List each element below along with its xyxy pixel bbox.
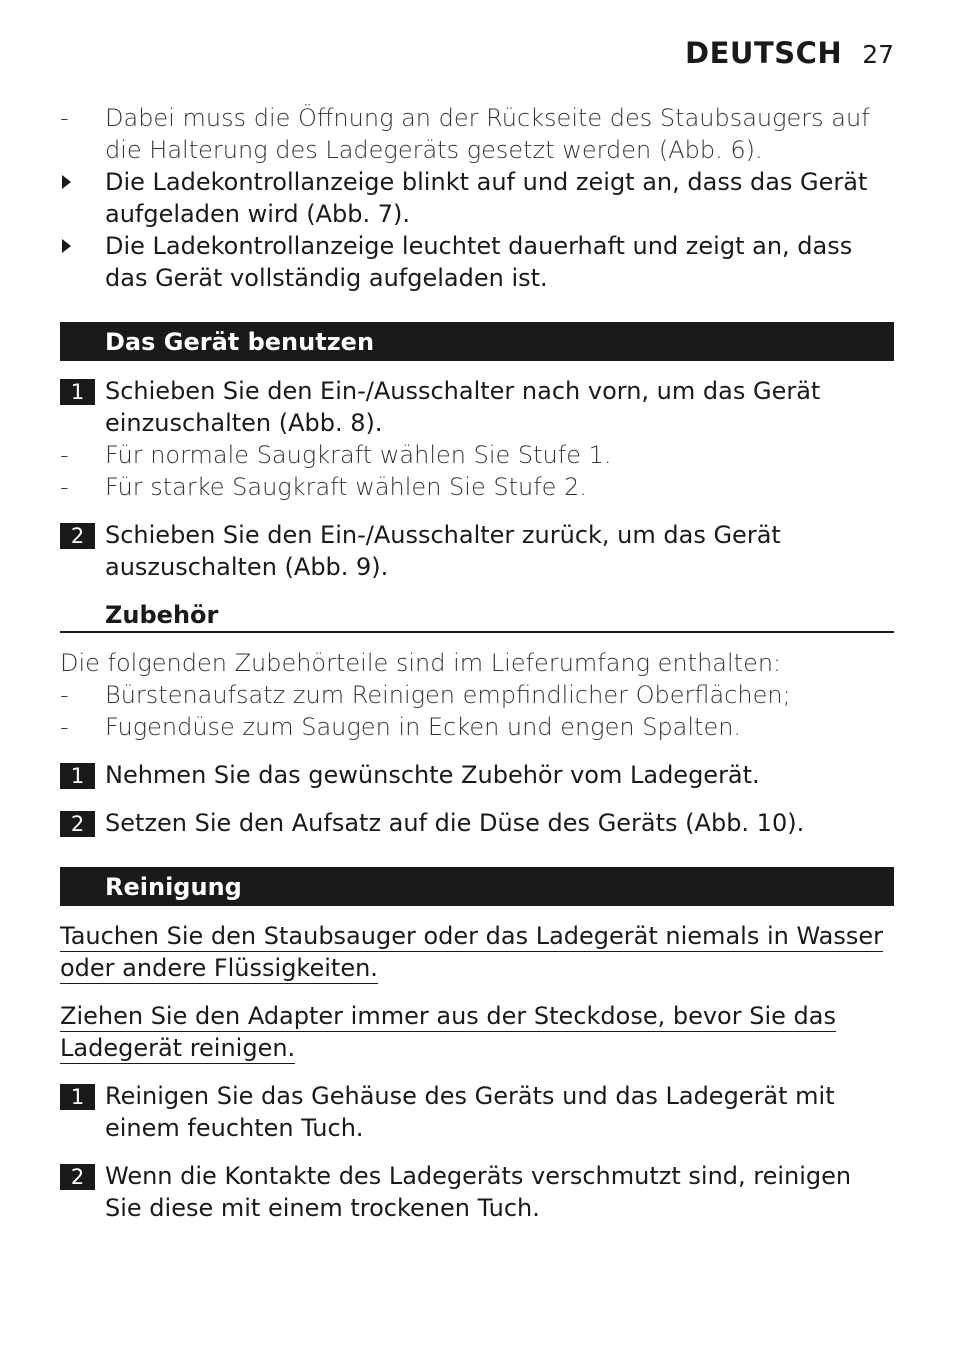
step-number: 2	[60, 1164, 95, 1190]
arrow-bullet-icon	[62, 175, 71, 189]
list-item-text: Die Ladekontrollanzeige leuchtet dauerhaft und zeigt an, dass das Gerät vollständig aufgeladen ist.	[105, 232, 853, 292]
section-heading-accessories: Zubehör	[60, 599, 894, 633]
list-item	[60, 711, 894, 743]
dash-marker: -	[60, 681, 69, 709]
warning-water	[60, 920, 894, 984]
warning-unplug	[60, 1000, 894, 1064]
page-header	[685, 36, 894, 70]
page-number: 27	[862, 40, 894, 69]
step-item	[60, 759, 894, 791]
list-item	[60, 439, 894, 471]
arrow-bullet-icon	[62, 239, 71, 253]
step-text: Wenn die Kontakte des Ladegeräts verschmutzt sind, reinigen Sie diese mit einem trockenen Tuch.	[105, 1162, 852, 1222]
step-text: Reinigen Sie das Gehäuse des Geräts und das Ladegerät mit einem feuchten Tuch.	[105, 1082, 835, 1142]
list-item	[60, 102, 894, 166]
step-text: Setzen Sie den Aufsatz auf die Düse des Geräts (Abb. 10).	[105, 809, 805, 837]
list-item	[60, 166, 894, 230]
accessories-intro: Die folgenden Zubehörteile sind im Lieferumfang enthalten:	[60, 649, 782, 677]
step-number: 2	[60, 811, 95, 837]
step-item	[60, 1160, 894, 1224]
step-number: 2	[60, 523, 95, 549]
warning-text: Ziehen Sie den Adapter immer aus der Steckdose, bevor Sie das	[60, 1002, 836, 1030]
page-content	[60, 102, 894, 1224]
step-item	[60, 1080, 894, 1144]
step-item	[60, 519, 894, 583]
dash-marker: -	[60, 473, 69, 501]
dash-marker: -	[60, 104, 69, 132]
list-item-text: Für starke Saugkraft wählen Sie Stufe 2.	[105, 473, 587, 501]
warning-text: Tauchen Sie den Staubsauger oder das Ladegerät niemals in Wasser	[60, 922, 883, 950]
step-text: Nehmen Sie das gewünschte Zubehör vom Ladegerät.	[105, 761, 760, 789]
list-item-text: Bürstenaufsatz zum Reinigen empfindlicher Oberflächen;	[105, 681, 791, 709]
step-number: 1	[60, 1084, 95, 1110]
step-text: Schieben Sie den Ein-/Ausschalter zurück, um das Gerät auszuschalten (Abb. 9).	[105, 521, 781, 581]
list-item-text: Fugendüse zum Saugen in Ecken und engen Spalten.	[105, 713, 742, 741]
section-heading-use: Das Gerät benutzen	[60, 322, 894, 361]
list-item	[60, 471, 894, 503]
dash-marker: -	[60, 441, 69, 469]
step-item	[60, 807, 894, 839]
dash-marker: -	[60, 713, 69, 741]
section-heading-cleaning: Reinigung	[60, 867, 894, 906]
list-item-text: Dabei muss die Öffnung an der Rückseite des Staubsaugers auf die Halterung des Ladegeräts gesetzt werden (Abb. 6).	[105, 104, 870, 164]
warning-text: Ladegerät reinigen.	[60, 1034, 296, 1062]
list-item-text: Die Ladekontrollanzeige blinkt auf und zeigt an, dass das Gerät aufgeladen wird (Abb. 7).	[105, 168, 868, 228]
language-heading: DEUTSCH	[685, 36, 843, 70]
step-item	[60, 375, 894, 439]
step-text: Schieben Sie den Ein-/Ausschalter nach vorn, um das Gerät einzuschalten (Abb. 8).	[105, 377, 821, 437]
step-number: 1	[60, 379, 95, 405]
step-number: 1	[60, 763, 95, 789]
warning-text: oder andere Flüssigkeiten.	[60, 954, 378, 982]
list-item-text: Für normale Saugkraft wählen Sie Stufe 1.	[105, 441, 612, 469]
list-item	[60, 679, 894, 711]
list-item	[60, 230, 894, 294]
